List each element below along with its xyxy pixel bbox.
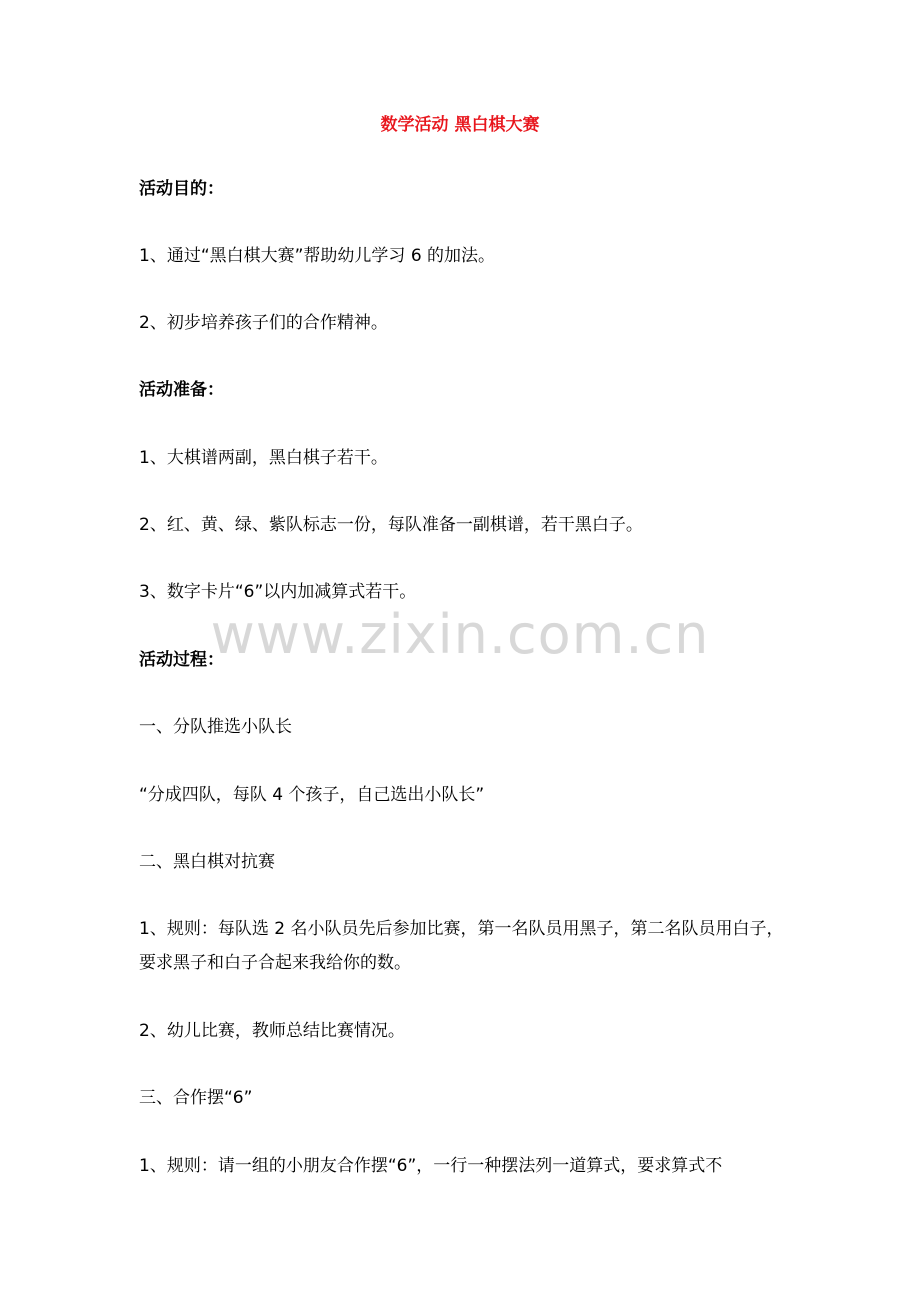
paragraph: 2、幼儿比赛，教师总结比赛情况。 — [139, 1021, 405, 1041]
paragraph: 1、大棋谱两副，黑白棋子若干。 — [139, 448, 388, 468]
paragraph: 1、规则：请一组的小朋友合作摆“6”，一行一种摆法列一道算式，要求算式不 — [139, 1156, 723, 1176]
paragraph: 1、规则：每队选 2 名小队员先后参加比赛，第一名队员用黑子，第二名队员用白子，要求黑子和白子合起来我给你的数。 — [139, 919, 784, 973]
section-heading-preparation: 活动准备： — [139, 380, 224, 400]
paragraph: 2、红、黄、绿、紫队标志一份，每队准备一副棋谱，若干黑白子。 — [139, 515, 643, 535]
paragraph: 一、分队推选小队长 — [139, 717, 292, 737]
paragraph: 1、通过“黑白棋大赛”帮助幼儿学习 6 的加法。 — [139, 246, 496, 266]
paragraph: 二、黑白棋对抗赛 — [139, 852, 275, 872]
paragraph: 三、合作摆“6” — [139, 1088, 253, 1108]
paragraph: 3、数字卡片“6”以内加减算式若干。 — [139, 582, 417, 602]
watermark: www.zixin.com.cn — [210, 603, 710, 666]
section-heading-purpose: 活动目的： — [139, 179, 224, 199]
section-heading-process: 活动过程： — [139, 650, 224, 670]
paragraph: 2、初步培养孩子们的合作精神。 — [139, 313, 388, 333]
paragraph: “分成四队，每队 4 个孩子，自己选出小队长” — [139, 785, 485, 805]
document-title: 数学活动 黑白棋大赛 — [380, 115, 540, 135]
